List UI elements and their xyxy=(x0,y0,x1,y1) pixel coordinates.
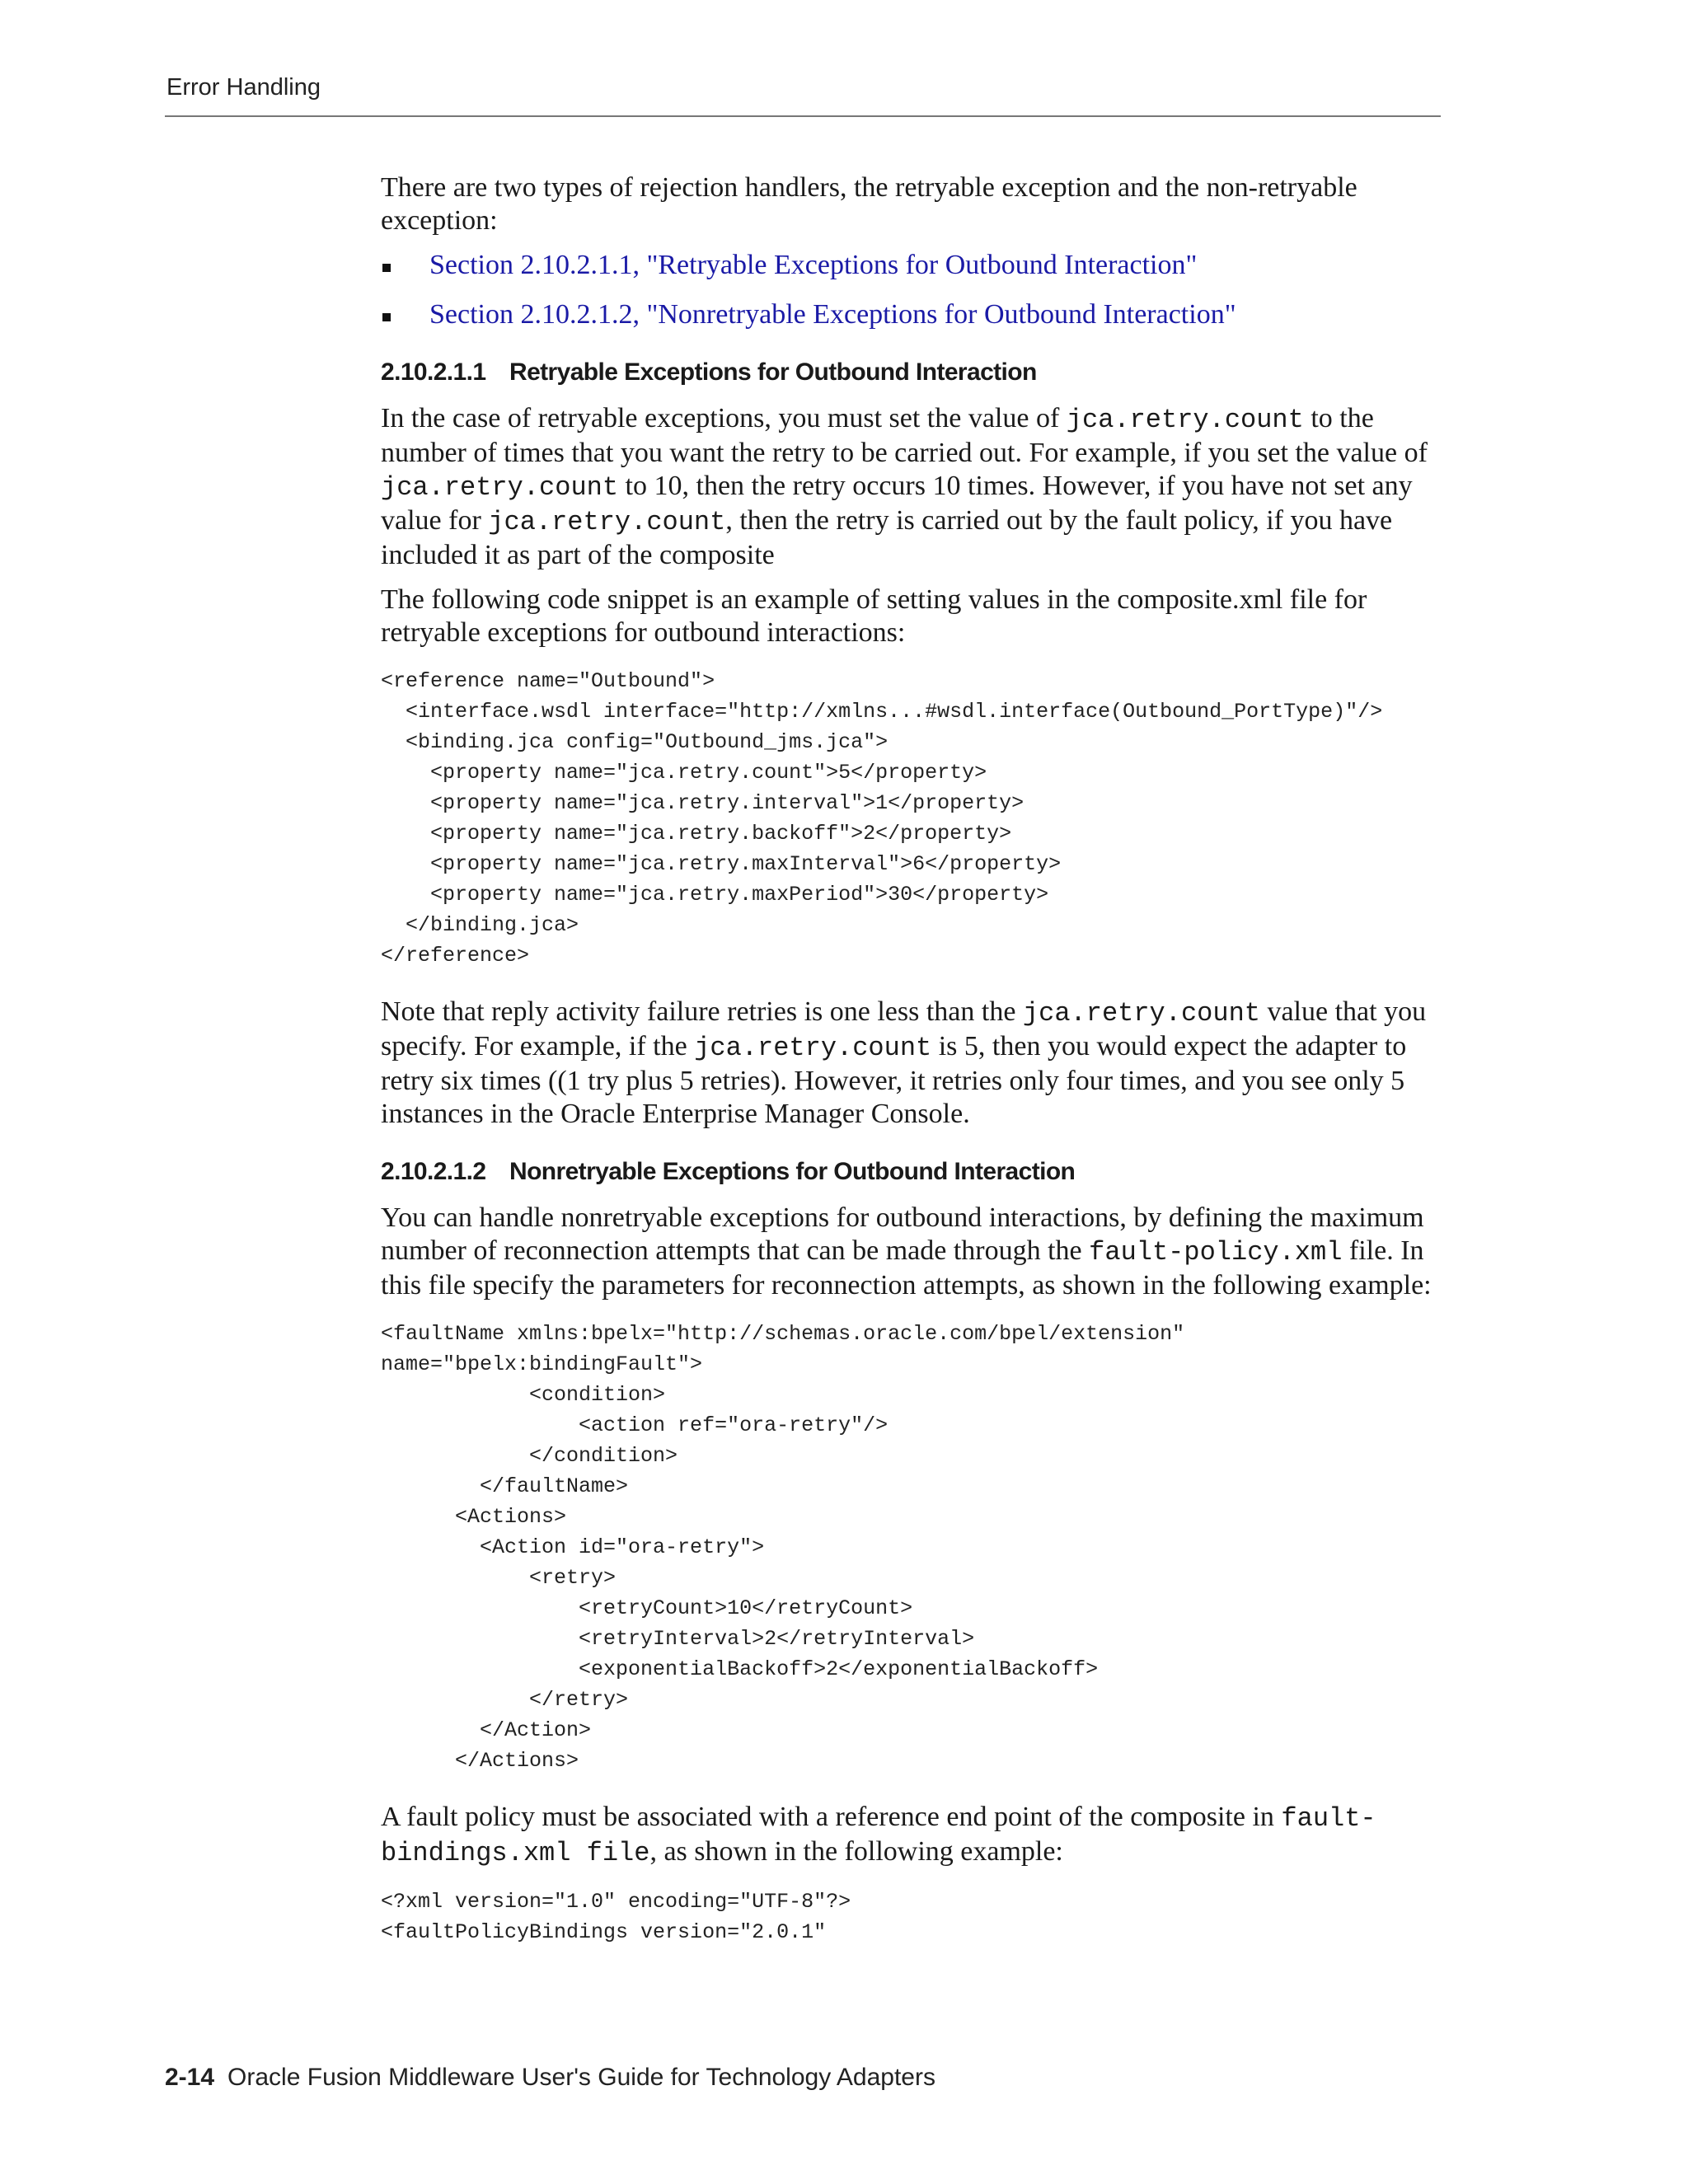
section-heading-nonretryable xyxy=(381,1155,1444,1188)
text-run: , as shown in the following example: xyxy=(649,1836,1063,1867)
section-number: 2.10.2.1.1 xyxy=(381,359,486,386)
snippet-intro-paragraph: The following code snippet is an example of setting values in the composite.xml file for retryable exceptions for outbound interactions: xyxy=(381,584,1367,648)
bullet-icon xyxy=(382,313,391,321)
text-run: to the number of times that you want the retry to be carried out. For example, if you set the value of xyxy=(381,403,1428,468)
bullet-icon xyxy=(382,264,391,272)
code-block-fault-policy: <faultName xmlns:bpelx="http://schemas.oracle.com/bpel/extension" name="bpelx:bindingFault"> <condition> <action ref="ora-retry"/> </condition> </faultName> <Actions> <Action id="ora-retry"> <retry> <retryCount>10</retryCount> <retryInterval>2</retryInterval> <exponentialBackoff>2</exponentialBackoff> </retry> </Action> </Actions> xyxy=(381,1322,1185,1773)
text-run: is 5, then you would expect the adapter to retry six times ((1 try plus 5 retries). However, it retries only four times, and you see only 5 instances in the Oracle Enterprise Manager Console. xyxy=(381,1031,1407,1129)
section-title: Nonretryable Exceptions for Outbound Interaction xyxy=(509,1158,1076,1185)
inline-code: jca.retry.count xyxy=(488,507,726,537)
nonretryable-paragraph xyxy=(381,1202,1444,1302)
section-title: Retryable Exceptions for Outbound Interaction xyxy=(509,359,1037,386)
header-rule xyxy=(165,115,1441,117)
inline-code: jca.retry.count xyxy=(694,1033,932,1063)
inline-code: fault-policy.xml xyxy=(1089,1237,1343,1268)
inline-code: jca.retry.count xyxy=(1066,405,1304,435)
code-block-fault-bindings: <?xml version="1.0" encoding="UTF-8"?> <faultPolicyBindings version="2.0.1" xyxy=(381,1890,851,1944)
running-header: Error Handling xyxy=(166,74,321,101)
book-title: Oracle Fusion Middleware User's Guide for Technology Adapters xyxy=(227,2064,935,2091)
list-item xyxy=(381,298,1444,331)
text-run: to 10, then the retry occurs 10 times. However, if you have not set any value for xyxy=(381,471,1413,536)
text-run: In the case of retryable exceptions, you must set the value of xyxy=(381,403,1067,434)
link-nonretryable-exceptions[interactable]: Section 2.10.2.1.2, "Nonretryable Exceptions for Outbound Interaction" xyxy=(429,299,1236,330)
text-run: file. In this file specify the parameters for reconnection attempts, as shown in the following example: xyxy=(381,1235,1432,1301)
text-run: , then the retry is carried out by the fault policy, if you have included it as part of the composite xyxy=(381,505,1393,570)
text-run: Note that reply activity failure retries is one less than the xyxy=(381,996,1023,1027)
section-number: 2.10.2.1.2 xyxy=(381,1158,486,1185)
section-link-list xyxy=(381,249,1444,331)
code-block-composite-xml: <reference name="Outbound"> <interface.wsdl interface="http://xmlns...#wsdl.interface(Outbound_PortType)"/> <binding.jca config="Outbound_jms.jca"> <property name="jca.retry.count">5</property> <property name="jca.retry.interval">1</property> <property name="jca.retry.backoff">2</property> <property name="jca.retry.maxInterval">6</property> <property name="jca.retry.maxPeriod">30</property> </binding.jca> </reference> xyxy=(381,669,1383,968)
list-item xyxy=(381,249,1444,282)
page-number: 2-14 xyxy=(165,2064,215,2091)
text-run: value that you specify. For example, if the xyxy=(381,996,1427,1062)
intro-paragraph: There are two types of rejection handlers, the retryable exception and the non-retryable exception: xyxy=(381,172,1357,236)
page-content xyxy=(381,171,1444,1947)
note-paragraph xyxy=(381,996,1444,1131)
retryable-paragraph xyxy=(381,402,1444,572)
link-retryable-exceptions[interactable]: Section 2.10.2.1.1, "Retryable Exceptions for Outbound Interaction" xyxy=(429,250,1198,280)
inline-code: jca.retry.count xyxy=(381,472,619,503)
inline-code: fault-bindings.xml file xyxy=(381,1803,1376,1868)
inline-code: jca.retry.count xyxy=(1022,998,1260,1029)
fault-bindings-paragraph xyxy=(381,1801,1444,1870)
text-run: A fault policy must be associated with a reference end point of the composite in xyxy=(381,1802,1282,1832)
text-run: You can handle nonretryable exceptions for outbound interactions, by defining the maximum number of reconnection attempts that can be made through the xyxy=(381,1202,1424,1266)
section-heading-retryable xyxy=(381,356,1444,389)
page-footer xyxy=(165,2064,935,2092)
